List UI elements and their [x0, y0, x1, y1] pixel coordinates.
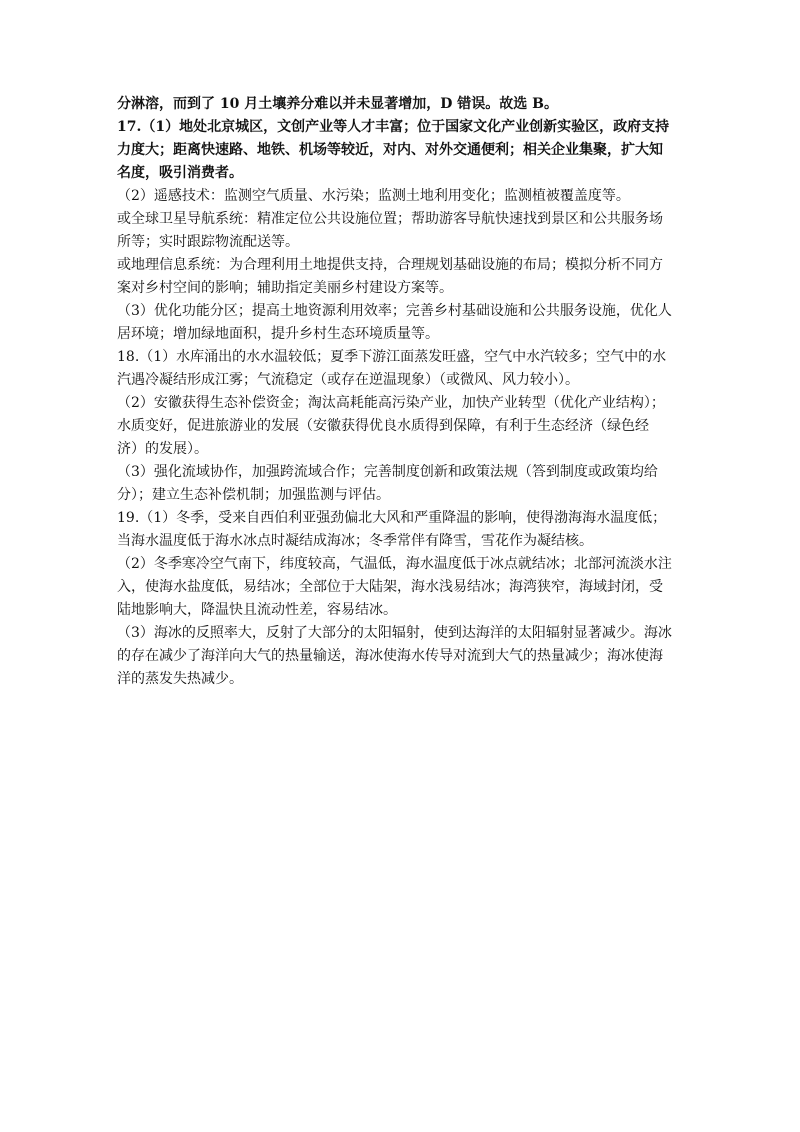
text-line: （3）海冰的反照率大，反射了大部分的太阳辐射，使到达海洋的太阳辐射显著减少。海冰: [117, 625, 672, 641]
text-line: 的存在减少了海洋向大气的热量输送，海冰使海水传导对流到大气的热量减少；海冰使海: [117, 648, 663, 664]
text-line: 洋的蒸发失热减少。: [117, 671, 243, 687]
text-line: 居环境；增加绿地面积，提升乡村生态环境质量等。: [117, 326, 439, 342]
text-line: （2）安徽获得生态补偿资金；淘汰高耗能高污染产业，加快产业转型（优化产业结构）；: [117, 395, 665, 411]
text-line: 当海水温度低于海水冰点时凝结成海冰；冬季常伴有降雪，雪花作为凝结核。: [117, 533, 593, 549]
text-line: 汽遇冷凝结形成江雾；气流稳定（或存在逆温现象）（或微风、风力较小）。: [117, 372, 579, 388]
text-line: 名度，吸引消费者。: [117, 165, 243, 181]
text-line: 分）；建立生态补偿机制；加强监测与评估。: [117, 487, 390, 503]
text-line: （2）冬季寒冷空气南下，纬度较高，气温低，海水温度低于冰点就结冰；北部河流淡水注: [117, 556, 672, 572]
text-line: （3）优化功能分区；提高土地资源利用效率；完善乡村基础设施和公共服务设施，优化人: [117, 303, 672, 319]
text-line: 或全球卫星导航系统：精准定位公共设施位置；帮助游客导航快速找到景区和公共服务场: [117, 211, 663, 227]
text-line: 济）的发展）。: [117, 441, 208, 457]
text-line: 陆地影响大，降温快且流动性差，容易结冰。: [117, 602, 397, 618]
text-line: 17.（1）地处北京城区，文创产业等人才丰富；位于国家文化产业创新实验区，政府支持: [117, 119, 670, 135]
answer-text-block: [117, 93, 689, 691]
text-line: （2）遥感技术：监测空气质量、水污染；监测土地利用变化；监测植被覆盖度等。: [117, 188, 630, 204]
text-line: 所等；实时跟踪物流配送等。: [117, 234, 299, 250]
text-line: 力度大；距离快速路、地铁、机场等较近，对内、对外交通便利；相关企业集聚，扩大知: [117, 142, 663, 158]
text-line: 水质变好，促进旅游业的发展（安徽获得优良水质得到保障，有利于生态经济（绿色经: [117, 418, 649, 434]
text-line: 18.（1）水库涌出的水水温较低；夏季下游江面蒸发旺盛，空气中水汽较多；空气中的水: [117, 349, 667, 365]
text-line: 分淋溶，而到了 10 月土壤养分难以并未显著增加，D 错误。故选 B。: [117, 96, 558, 112]
text-line: 案对乡村空间的影响；辅助指定美丽乡村建设方案等。: [117, 280, 453, 296]
text-line: （3）强化流域协作，加强跨流域合作；完善制度创新和政策法规（答到制度或政策均给: [117, 464, 658, 480]
text-line: 入，使海水盐度低，易结冰；全部位于大陆架，海水浅易结冰；海湾狭窄，海域封闭，受: [117, 579, 663, 595]
text-line: 19.（1）冬季，受来自西伯利亚强劲偏北大风和严重降温的影响，使得渤海海水温度低；: [117, 510, 667, 526]
text-line: 或地理信息系统：为合理利用土地提供支持，合理规划基础设施的布局；模拟分析不同方: [117, 257, 663, 273]
